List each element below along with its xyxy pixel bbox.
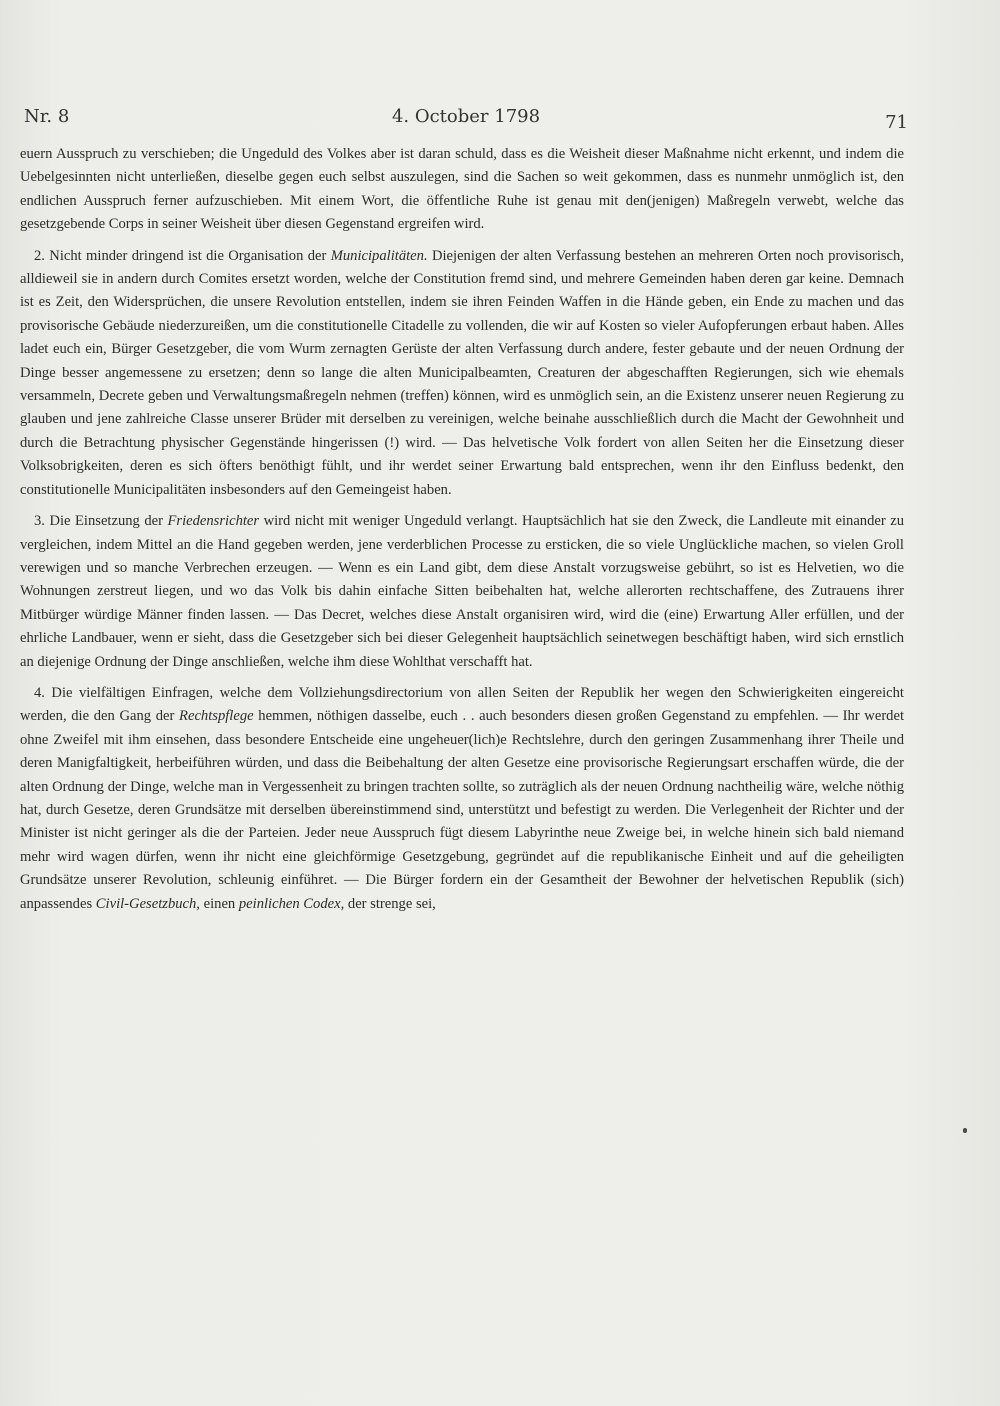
text-run: 3. Die Einsetzung der xyxy=(34,513,168,530)
text-run: der strenge sei, xyxy=(344,895,436,912)
ink-speck xyxy=(963,1128,967,1133)
text-run: 4. Die vielfältigen Einfragen, welche dem Vollziehungsdirectorium von allen Seiten der Republik her wegen den Schwierigkeiten eingereicht werden, die den Gang der xyxy=(20,684,904,725)
running-header xyxy=(24,106,908,136)
text-run: 2. Nicht minder dringend ist die Organisation der xyxy=(34,247,331,264)
paragraph-4 xyxy=(20,682,904,916)
paragraph-continuation xyxy=(20,143,904,237)
text-run: einen xyxy=(199,895,239,912)
italic-term: peinlichen Codex, xyxy=(238,895,345,912)
italic-term: Municipalitäten. xyxy=(330,247,428,264)
italic-term: Friedensrichter xyxy=(167,513,260,530)
text-run: Diejenigen der alten Verfassung bestehen an mehreren Orten noch provisorisch, alldieweil sie in andern durch Comites ersetzt worden, welche der Constitution fremd sind, und mehrere Gemeinden haben deren gar keine. Demnach ist es Zeit, den Widersprüchen, die unsere Revolution entstellen, indem sie ihren Feinden Waffen in die Hände geben, ein Ende zu machen und das provisorische Gebäude niederzureißen, um die constitutionelle Citadelle zu vollenden, die wir auf Kosten so vieler Aufopferungen erbaut haben. Alles ladet euch ein, Bürger Gesetzgeber, die vom Wurm zernagten Gerüste der alten Verfassung durch andere, fester gebaute und der neuen Ordnung der Dinge besser angemessene zu ersetzen; denn so lange die alten Municipalbeamten, Creaturen der abgeschafften Regierungen, sich wie ehemals versammeln, Decrete geben und Verwaltungsmaßregeln nehmen (treffen) können, wird es unmöglich sein, an die Existenz unserer neuen Regierung zu glauben und jene zahlreiche Classe unserer Brüder mit derselben zu vereinigen, welche beinahe ausschließlich durch die Macht der Gewohnheit und durch die Betrachtung physischer Gegenstände hingerissen (!) wird. — Das helvetische Volk fordert von allen Seiten her die Einsetzung dieser Volksobrigkeiten, deren es sich öfters benöthigt fühlt, und ihr werdet seiner Erwartung bald entsprechen, wenn ihr den Einfluss bedenkt, den constitutionelle Municipalitäten insbesonders auf den Gemeingeist haben. xyxy=(20,247,904,498)
italic-term: Civil-Gesetzbuch, xyxy=(95,895,200,912)
paragraph-3 xyxy=(20,510,904,674)
issue-date: 4. October 1798 xyxy=(391,106,541,127)
issue-number: Nr. 8 xyxy=(24,106,70,127)
text-run: wird nicht mit weniger Ungeduld verlangt. Hauptsächlich hat sie den Zweck, die Landleute mit einander zu vergleichen, indem Mittel an die Hand gegeben werden, jene verderblichen Processe zu ersticken, die so viele Unglückliche machen, so vielen Groll verewigen und so manche Verbrechen erzeugen. — Wenn es ein Land gibt, dem diese Anstalt vorzugsweise gebührt, so ist es Helvetien, wo die Wohnungen zerstreut liegen, und wo das Volk bis dahin einfache Sitten beibehalten hat, welche allerorten rechtschaffene, des Zutrauens ihrer Mitbürger würdige Männer finden lassen. — Das Decret, welches diese Anstalt organisiren wird, wird die (eine) Erwartung Aller erfüllen, und der ehrliche Landbauer, wenn er sieht, dass die Gesetzgeber sich bei dieser Gelegenheit hauptsächlich seinetwegen beschäftigt haben, wird sich ernstlich an diejenige Ordnung der Dinge anschließen, welche ihm diese Wohlthat verschafft hat. xyxy=(20,513,904,670)
italic-term: Rechtspflege xyxy=(179,708,254,725)
page-number: 71 xyxy=(885,112,908,133)
paragraph-2 xyxy=(20,245,904,502)
body-text xyxy=(20,143,904,916)
text-run: hemmen, nöthigen dasselbe, euch . . auch besonders diesen großen Gegenstand zu empfehlen. — Ihr werdet ohne Zweifel mit ihm einsehen, dass besondere Entscheide eine ungeheuer(lich)e Rechtslehre, durch den geringen Zusammenhang ihrer Theile und deren Manigfaltigkeit, herbeiführen würden, und dass die Beibehaltung der alten Gesetze eine provisorische Regierungsart erschaffen würde, die der alten Ordnung der Dinge, welche man in Vergessenheit zu bringen trachten sollte, so zuträglich als der neuen Ordnung nachtheilig wäre, welche nöthig hat, durch Gesetze, deren Grundsätze mit derselben übereinstimmend sind, unterstützt und befestigt zu werden. Die Verlegenheit der Richter und der Minister ist nicht geringer als die der Parteien. Jeder neue Ausspruch fügt diesem Labyrinthe neue Zweige bei, in welche hinein sich bald niemand mehr wird wagen dürfen, wenn ihr nicht eine gleichförmige Gesetzgebung, gegründet auf die republikanische Einheit und auf die geheiligten Grundsätze unserer Revolution, schleunig einführet. — Die Bürger fordern ein der Gesamtheit der Bewohner der helvetischen Republik (sich) anpassendes xyxy=(20,708,905,912)
text-run: euern Ausspruch zu verschieben; die Ungeduld des Volkes aber ist daran schuld, dass es die Weisheit dieser Maßnahme nicht erkennt, und indem die Uebelgesinnten nicht unterließen, dieselbe gegen euch selbst auszulegen, sind die Sachen so weit gekommen, dass es nunmehr unmöglich ist, den endlichen Ausspruch ferner aufzuschieben. Mit einem Wort, die öffentliche Ruhe ist genau mit den(jenigen) Maßregeln verwebt, welche das gesetzgebende Corps in seiner Weisheit über diesen Gegenstand ergreifen wird. xyxy=(20,146,904,233)
